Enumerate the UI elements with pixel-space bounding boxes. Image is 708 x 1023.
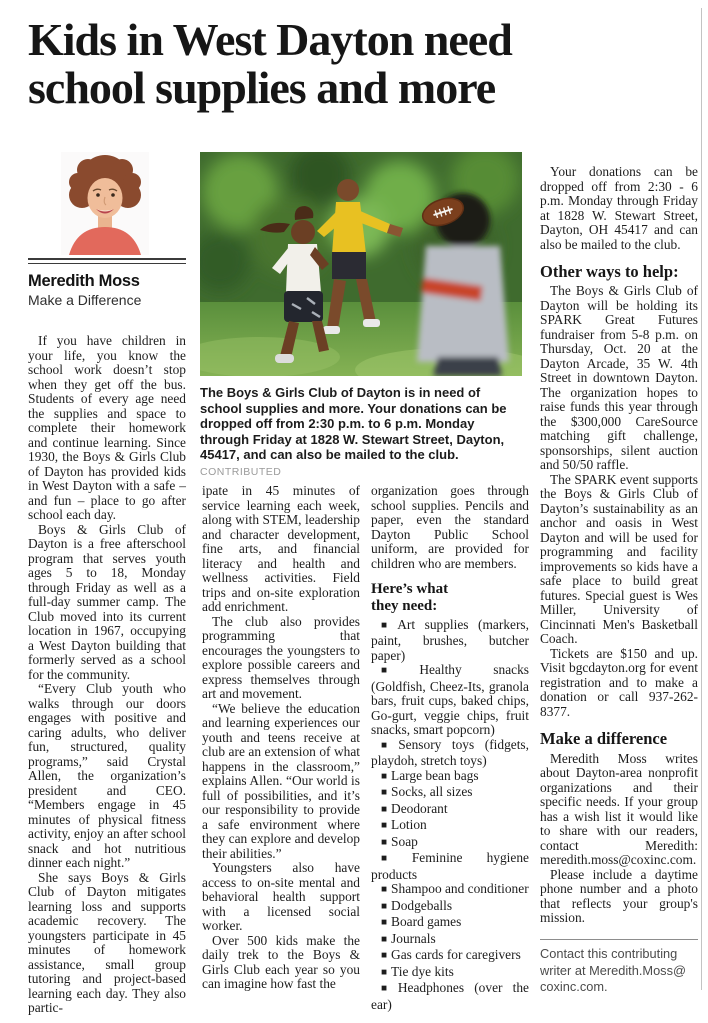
paragraph: Youngsters also have access to on-site mental and behavioral health support with a licensed social worker. [202,860,360,933]
needs-item-text: Art supplies (markers, paint, brushes, butcher paper) [371,616,529,663]
other-ways-text [540,284,698,719]
bullet-square-icon: ■ [381,966,388,978]
bullet-square-icon: ■ [381,665,416,677]
needs-list-item [371,965,529,982]
needs-list-item [371,618,529,664]
article-photo [200,152,522,376]
byline-divider [28,258,186,264]
needs-list-item [371,882,529,899]
bullet-square-icon: ■ [381,853,408,865]
paragraph: The Boys & Girls Club of Dayton will be holding its SPARK Great Futures fundraiser from 5-8 p.m. on Thursday, Oct. 20 at the Dayton Arcade, 35 W. 4th Street in downtown Dayton. The organization hopes to raise funds this year through the $300,000 CareSource matching gift challenge, sponsorships, silent auction and 50/50 raffle. [540,283,698,473]
needs-item-text: Shampoo and conditioner [391,881,529,897]
bullet-square-icon: ■ [381,739,395,751]
needs-list-item [371,899,529,916]
bullet-square-icon: ■ [381,933,388,945]
bullet-square-icon: ■ [381,900,388,912]
needs-item-text: Soap [391,833,418,849]
paragraph: The SPARK event supports the Boys & Girls Club of Dayton’s sustainability as an anchor and oasis in West Dayton and will be used for programming and facility improvements so kids have a safe place to build great futures. Special guest is Wes Miller, University of Cincinnati Men's Basketball Coach. [540,471,698,647]
columnist-headshot-photo [61,152,149,255]
needs-list-item [371,932,529,949]
needs-list-item [371,851,529,882]
caption-text: The Boys & Girls Club of Dayton is in need of school supplies and more. Your donations can be dropped off from 2:30 p.m. to 6 p.m. Monday through Friday at 1828 W. Stewart Street, Dayton, 45417, and can also be mailed to the club. [200,385,507,462]
needs-item-text: Gas cards for caregivers [391,947,521,963]
needs-list-item [371,802,529,819]
article-headline [28,16,698,113]
needs-item-text: Healthy snacks (Goldfish, Cheez-Its, granola bars, fruit cups, baked chips, Go-gurt, veggie chips, fruit snacks, smart popcorn) [371,662,530,738]
paragraph: Boys & Girls Club of Dayton is a free afterschool program that serves youth ages 5 to 18, Monday through Friday as well as a full-day summer camp. The Club moved into its current location in 1967, occupying a West Dayton building that formerly served as a school for the community. [28,521,186,682]
bullet-square-icon: ■ [381,950,388,962]
paragraph: “We believe the education and learning experiences our youth and teens receive at club are an extension of what happens in the classroom,” explains Allen. “Our world is full of possibilities, and it’s our responsibility to provide a safe environment where they can explore and develop their abilities.” [202,700,360,861]
paragraph: Tickets are $150 and up. Visit bgcdayton.org for event registration and to make a donation or call 937-262-8377. [540,645,698,719]
needs-item-text: Sensory toys (fidgets, playdoh, stretch toys) [371,736,529,769]
needs-list-item [371,785,529,802]
paragraph: ipate in 45 minutes of service learning each week, along with STEM, leadership and character development, fine arts, and financial literacy and health and wellness activities. Field trips and on-site exploration add enrichment. [202,483,360,614]
needs-heading: Here’s what they need: [371,581,449,614]
bullet-square-icon: ■ [381,820,388,832]
needs-item-text: Socks, all sizes [391,784,473,800]
page-edge-rule [701,8,702,990]
needs-list-item [371,948,529,965]
paragraph: “Every Club youth who walks through our doors engages with positive and caring adults, who deliver fun, structured, quality programs,” said Crystal Allen, the organization’s president and CEO. “Members engage in 45 minutes of physical fitness activity, enjoy an after school snack and hot nutritious dinner each night.” [28,681,186,870]
needs-item-text: Lotion [391,817,427,833]
needs-item-text: Journals [391,930,436,946]
contact-divider [540,939,698,940]
bullet-square-icon: ■ [381,836,388,848]
needs-item-text: Headphones (over the ear) [371,980,529,1012]
photo-caption [200,385,522,480]
column-2 [202,484,360,992]
headline-line-2: school supplies and more [28,62,496,114]
needs-list-item [371,663,529,738]
headshot-illustration [61,152,149,255]
article-text-col2 [202,484,360,992]
column-1 [28,152,186,1016]
bullet-square-icon: ■ [381,983,394,995]
paragraph: She says Boys & Girls Club of Dayton mitigates learning loss and supports academic recovery. The youngsters participate in 45 minutes of homework assistance, small group tutoring and project-based learning each day. They also partic- [28,869,186,1015]
photo-credit: CONTRIBUTED [200,465,282,478]
article-text-col1 [28,334,186,1016]
contact-note: Contact this contributing writer at Meredith.Moss@ coxinc.com. [540,945,686,995]
other-ways-heading: Other ways to help: [540,262,679,281]
needs-list-item [371,835,529,852]
column-title: Make a Difference [28,292,142,308]
needs-list-item [371,769,529,786]
needs-item-text: Feminine hygiene products [371,850,529,882]
needs-list-item [371,915,529,932]
make-a-difference-text [540,752,698,926]
paragraph: organization goes through school supplies. Pencils and paper, even the standard Dayton Public School uniform, are provided for children who are members. [371,483,529,571]
needs-item-text: Tie dye kits [391,963,454,979]
photo-block [200,152,522,480]
bullet-square-icon: ■ [381,619,394,631]
headline-line-1: Kids in West Dayton need [28,14,512,65]
needs-item-text: Large bean bags [391,767,479,783]
needs-list-item [371,818,529,835]
needs-item-text: Deodorant [391,800,448,816]
football-play-illustration [200,152,522,376]
paragraph: Over 500 kids make the daily trek to the Boys & Girls Club each year so you can imagine how fast the [202,932,360,991]
needs-item-text: Board games [391,914,462,930]
paragraph: If you have children in your life, you know the school work doesn’t stop when they get off the bus. Students of every age need the supplies and space to complete their homework and continue learning. Since 1930, the Boys & Girls Club of Dayton has provided kids in West Dayton with a safe – and fun – place to go after school each day. [28,333,186,522]
needs-list [371,618,529,1013]
bullet-square-icon: ■ [381,787,388,799]
make-a-difference-heading: Make a difference [540,729,668,749]
column-4 [540,165,698,996]
bullet-square-icon: ■ [381,803,388,815]
needs-list-item [371,981,529,1012]
needs-list-item [371,738,529,769]
paragraph: Please include a daytime phone number and a photo that reflects your group's mission. [540,866,698,926]
needs-item-text: Dodgeballs [391,897,453,913]
column-3 [371,484,529,1012]
bullet-square-icon: ■ [381,884,388,896]
bullet-square-icon: ■ [381,917,388,929]
paragraph: Meredith Moss writes about Dayton-area nonprofit organizations and their specific needs. If your group has a wish list it would like to share with our readers, contact Meredith: meredith.moss@coxinc.com. [540,750,698,868]
bullet-square-icon: ■ [381,770,388,782]
author-name: Meredith Moss [28,272,140,290]
paragraph: Your donations can be dropped off from 2:30 - 6 p.m. Monday through Friday at 1828 W. Stewart Street, Dayton, OH 45417 and can also be mailed to the club. [540,164,698,252]
paragraph: The club also provides programming that encourages the youngsters to explore possible careers and express themselves through art and movement. [202,613,360,701]
